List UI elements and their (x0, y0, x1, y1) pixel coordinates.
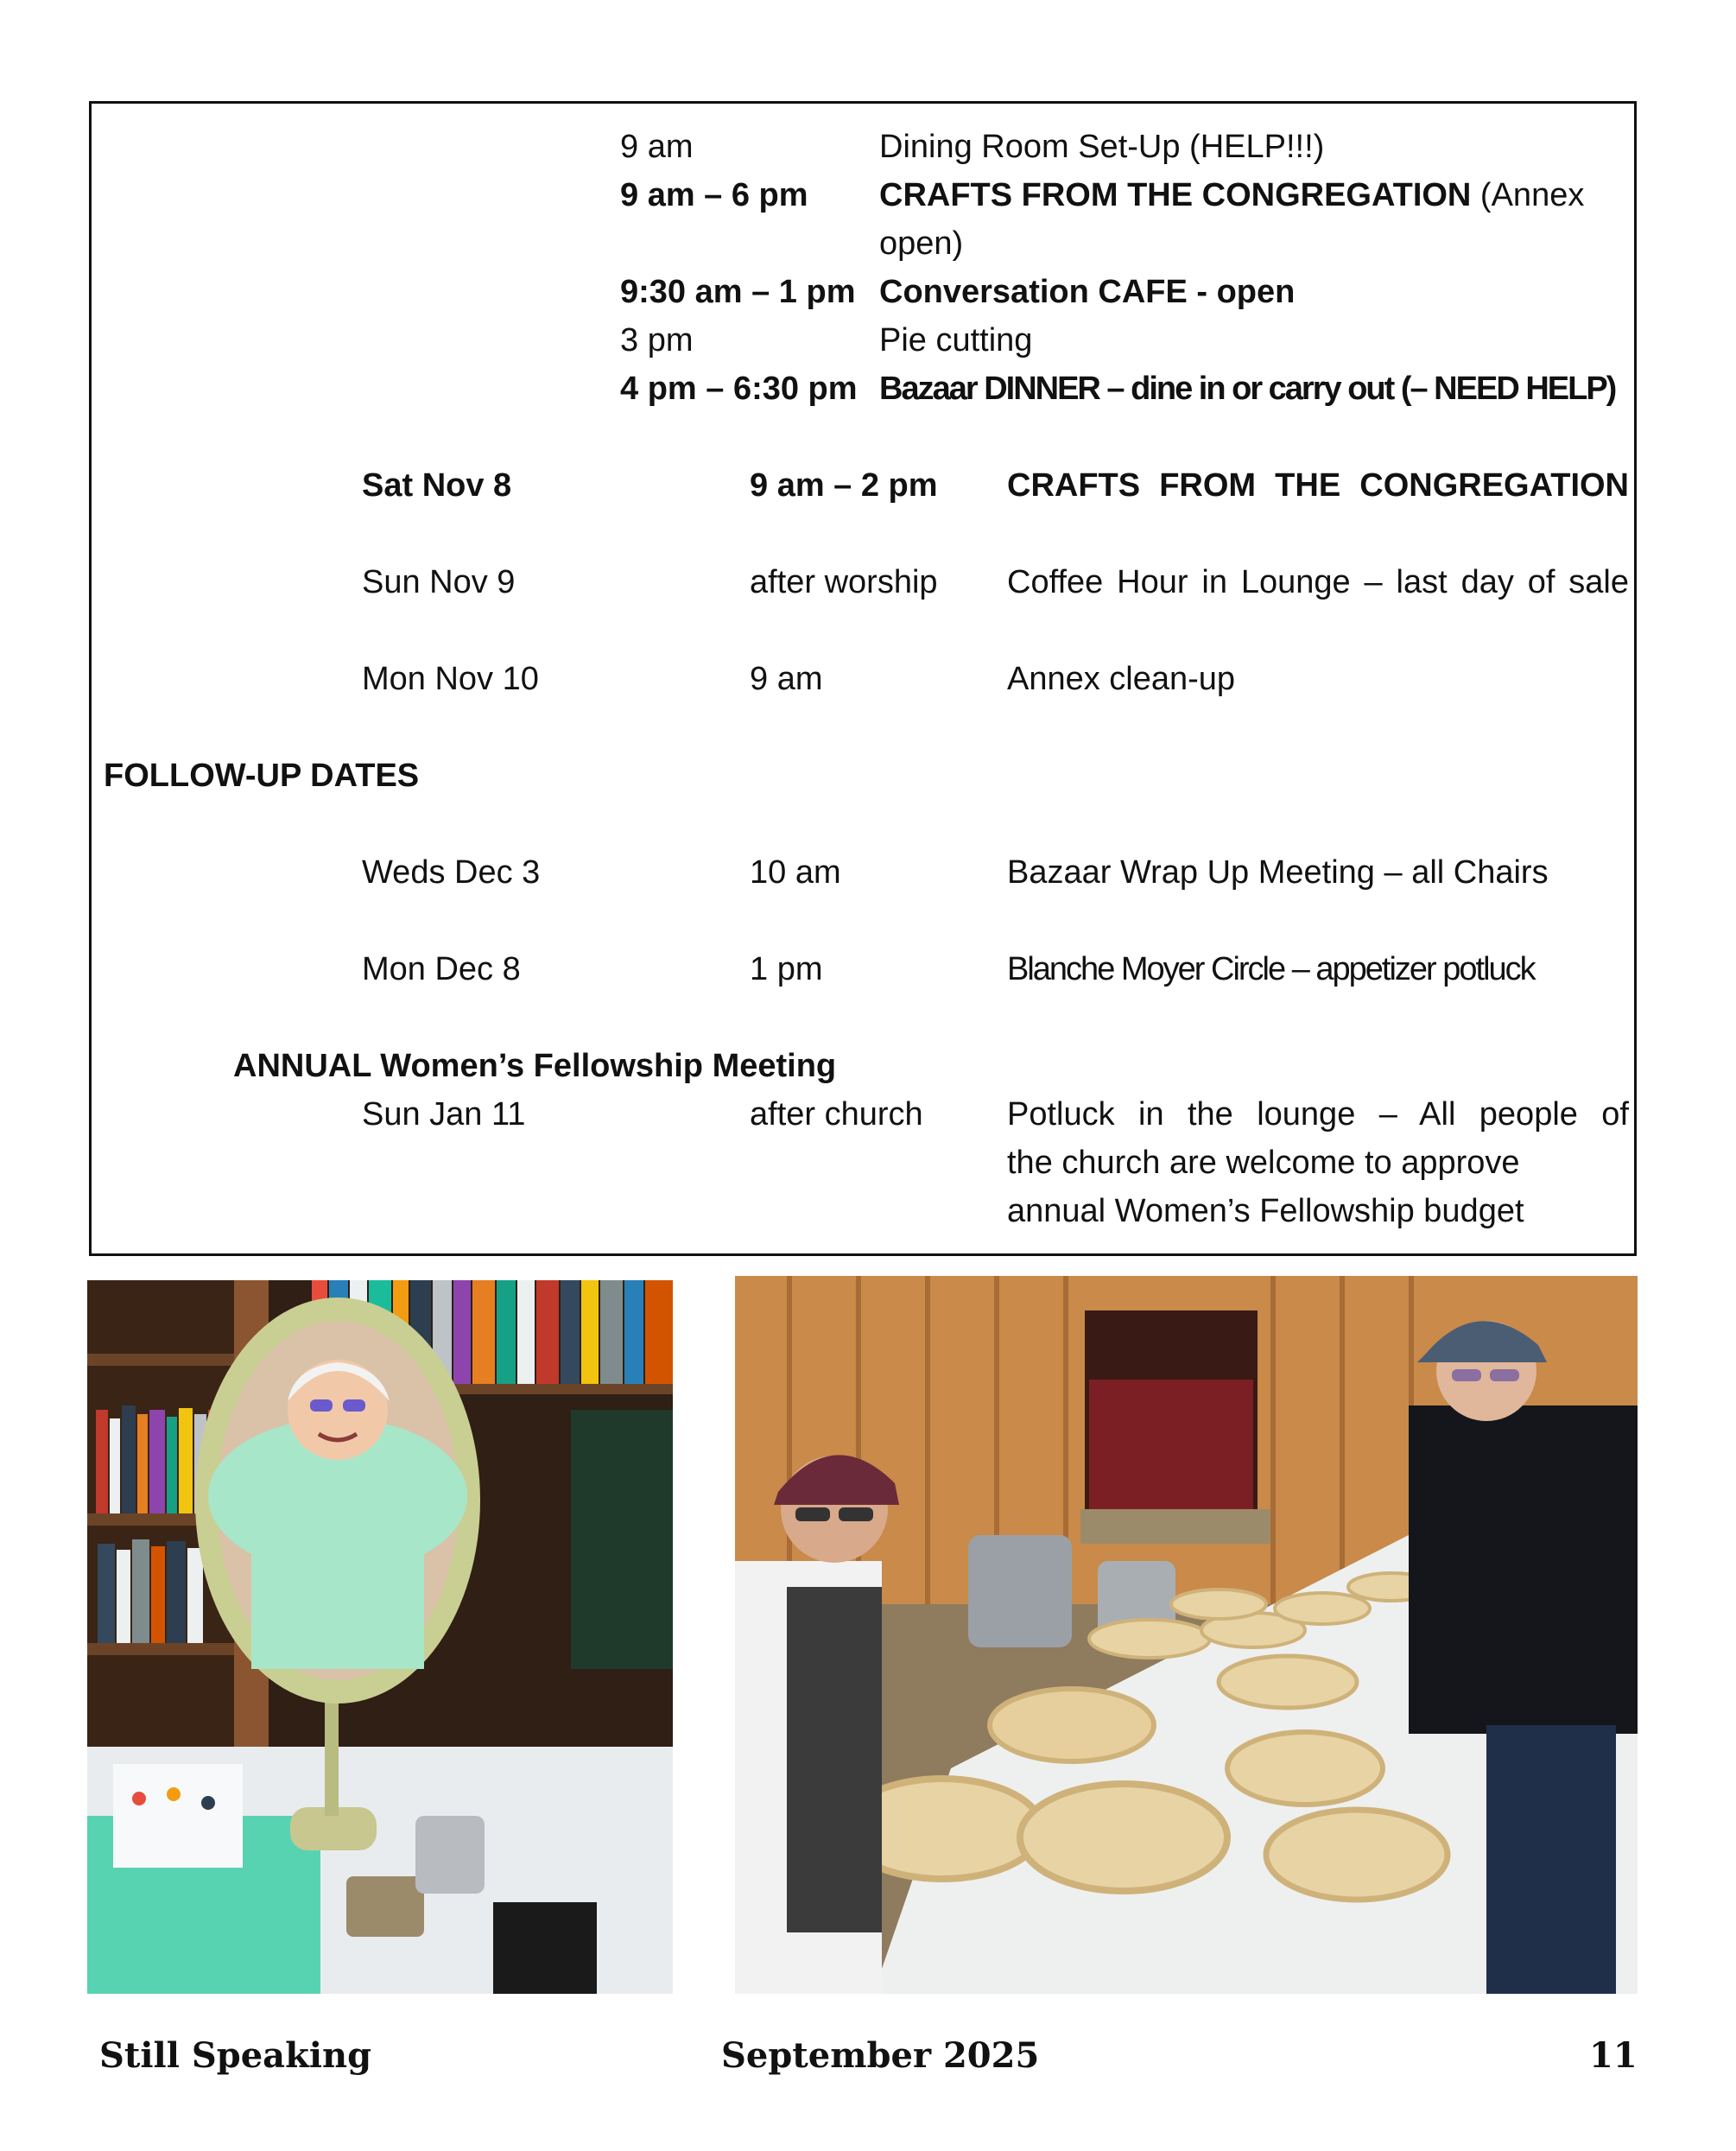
bazaar-time-1: 9 am – 2 pm (750, 467, 938, 504)
day-activity-2 (879, 171, 1631, 268)
bazaar-activity-3: Annex clean-up (1007, 661, 1236, 697)
day-activity-1: Dining Room Set-Up (HELP!!!) (879, 129, 1325, 165)
day-activity-5: Bazaar DINNER – dine in or carry out (– NEED HELP) (879, 371, 1616, 407)
follow-up-time-1: 10 am (750, 854, 841, 891)
day-time-3: 9:30 am – 1 pm (620, 274, 856, 310)
annual-meeting-line-1: Potluck in the lounge – All people of (1007, 1096, 1629, 1133)
bazaar-time-3: 9 am (750, 661, 823, 697)
photo-mirror-crafts-icon (87, 1280, 673, 1994)
footer-publication: Still Speaking (99, 2035, 372, 2076)
bazaar-date-2: Sun Nov 9 (362, 564, 516, 600)
follow-up-date-1: Weds Dec 3 (362, 854, 541, 891)
bazaar-time-2: after worship (750, 564, 938, 600)
day-time-2: 9 am – 6 pm (620, 177, 808, 213)
day-time-5: 4 pm – 6:30 pm (620, 371, 858, 407)
footer-issue-date: September 2025 (721, 2035, 1040, 2076)
bazaar-activity-1: CRAFTS FROM THE CONGREGATION (1007, 467, 1629, 504)
bazaar-activity-2: Coffee Hour in Lounge – last day of sale (1007, 564, 1629, 600)
day-activity-2-extra: (Annex open) (879, 177, 1585, 262)
annual-meeting-line-2: the church are welcome to approve (1007, 1145, 1520, 1181)
photo-pie-crusts (735, 1276, 1638, 1994)
day-activity-2-main: CRAFTS FROM THE CONGREGATION (879, 177, 1472, 213)
annual-meeting-heading: ANNUAL Women’s Fellowship Meeting (233, 1048, 837, 1084)
follow-up-activity-1: Bazaar Wrap Up Meeting – all Chairs (1007, 854, 1549, 891)
photo-pie-crusts-icon (735, 1276, 1638, 1994)
day-activity-4: Pie cutting (879, 322, 1033, 358)
photo-mirror-crafts (87, 1280, 673, 1994)
annual-meeting-line-3: annual Women’s Fellowship budget (1007, 1193, 1524, 1229)
footer-page-number: 11 (1589, 2035, 1638, 2076)
annual-meeting-time: after church (750, 1096, 923, 1133)
follow-up-activity-2: Blanche Moyer Circle – appetizer potluck (1007, 951, 1535, 987)
follow-up-date-2: Mon Dec 8 (362, 951, 521, 987)
day-time-4: 3 pm (620, 322, 694, 358)
follow-up-time-2: 1 pm (750, 951, 823, 987)
day-activity-3: Conversation CAFE - open (879, 274, 1296, 310)
annual-meeting-date: Sun Jan 11 (362, 1096, 526, 1133)
follow-up-heading: FOLLOW-UP DATES (104, 758, 420, 794)
day-time-1: 9 am (620, 129, 694, 165)
bazaar-date-3: Mon Nov 10 (362, 661, 539, 697)
bazaar-date-1: Sat Nov 8 (362, 467, 512, 504)
schedule-box (89, 101, 1637, 1256)
